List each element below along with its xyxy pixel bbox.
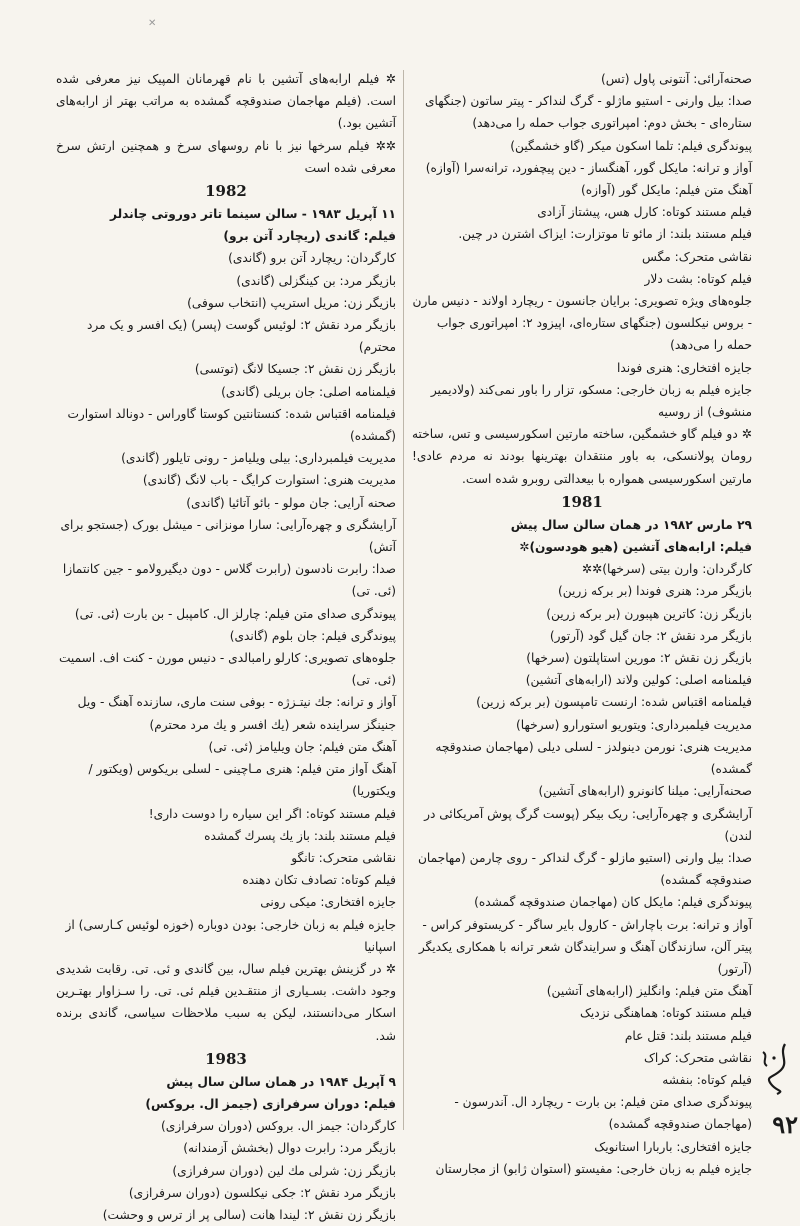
left-entry: فیلمنامه اصلی: جان بریلی (گاندی) xyxy=(221,384,396,399)
left-entry: جایزه فیلم به زبان خارجی: بودن دوباره (خوزه لوئیس کـارسی) از اسپانیا xyxy=(65,917,396,954)
left-entry: بازیگر مرد نقش ۲: لوئیس گوست (پسر) (یک افسر و یک مرد محترم) xyxy=(86,318,396,355)
right-entry: جایزه افتخاری: هنری فوندا xyxy=(616,360,752,375)
left-entry: بازیگر زن نقش ۲: لیندا هانت (سالی پر از ترس و وحشت) xyxy=(102,1207,396,1222)
right-entry: آواز و ترانه: برت باچاراش - کارول بایر ساگر - کریستوفر کراس - پیتر آلن، سازندگان آهنگ و سرایندگان شعر ترانه با همکاری یکدیگر (آرتور) xyxy=(418,917,752,976)
right-entry: صدا: بیل وارنی (استیو مازلو - گرگ لنداکر - روی چارمن (مهاجمان صندوقچه گمشده) xyxy=(417,850,752,888)
right-entry: پیوندگری فیلم: تلما اسکون میکر (گاو خشمگین) xyxy=(510,138,752,153)
left-entry: پیوندگری فیلم: جان بلوم (گاندی) xyxy=(229,628,396,643)
right-entry: جایزه افتخاری: باربارا استانویک xyxy=(594,1139,752,1154)
right-entry: آهنگ متن فیلم: مایکل گور (آوازه) xyxy=(580,183,752,198)
right-entry: جلوه‌های ویژه تصویری: برایان جانسون - ریچارد اولاند - دنیس مارن - بروس نیکلسون (جنگهای ستاره‌ای، اپیزود ۲: امپراتوری جواب حمله را می‌دهد) xyxy=(412,294,752,353)
left-entry: آرایشگری و چهره‌آرایی: سارا مونزانی - میشل بورک (جستجو برای آتش) xyxy=(60,517,396,555)
right-entry: بازیگر مرد نقش ۲: جان گیل گود (آرتور) xyxy=(549,628,752,643)
right-entry: پیوندگری صدای متن فیلم: بن بارت - ریچارد ال. آندرسون - (مهاجمان صندوقچه گمشده) xyxy=(454,1095,752,1132)
left-award-heading: فیلم: دوران سرفرازی (جیمز ال. بروکس) xyxy=(145,1096,396,1111)
left-entry: فیلمنامه اقتباس شده: کنستانتین کوستا گاوراس - دونالد استوارت (گمشده) xyxy=(67,406,396,444)
right-entry: فیلم مستند بلند: از مائو تا موتزارت: ایزاک اشترن در چین. xyxy=(458,227,752,242)
right-entry: نقاشی متحرک: کراک xyxy=(643,1050,752,1065)
right-entry: بازیگر زن نقش ۲: مورین استاپلتون (سرخها) xyxy=(526,651,752,666)
left-column xyxy=(56,68,396,1226)
right-entry: صحنه‌آرائی: آنتونی پاول (تس) xyxy=(601,72,752,86)
left-entry: فیلم مستند کوتاه: اگر این سیاره را دوست داری! xyxy=(148,806,396,821)
left-entry: بازیگر زن: مریل استریپ (انتخاب سوفی) xyxy=(187,295,396,310)
right-entry: فیلم کوتاه: بشت دلار xyxy=(644,271,752,286)
right-entry: بازیگر مرد: هنری فوندا (بر برکه زرین) xyxy=(557,584,752,599)
left-award-heading: ۱۱ آپریل ۱۹۸۳ - سالن سینما تاتر دوروتی چاندلر xyxy=(109,207,396,222)
right-entry: پیوندگری فیلم: مایکل کان (مهاجمان صندوقچه گمشده) xyxy=(474,895,752,910)
left-entry: نقاشی متحرک: تانگو xyxy=(291,850,396,865)
right-entry: فیلم کوتاه: بنفشه xyxy=(662,1072,752,1087)
right-entry: آواز و ترانه: مایکل گور، آهنگساز - دین پیچفورد، ترانه‌سرا (آوازه) xyxy=(425,160,752,175)
left-entry: کارگردان: جیمز ال. بروکس (دوران سرفرازی) xyxy=(161,1119,396,1134)
left-year-heading: 1983 xyxy=(205,1049,247,1068)
right-entry: جایزه فیلم به زبان خارجی: مسکو، تزار را باور نمی‌کند (ولادیمیر منشوف) از روسیه xyxy=(430,382,752,420)
left-footnote: ✲✲ فیلم سرخها نیز با نام روسهای سرخ و همچنین ارتش سرخ معرفی شده است xyxy=(56,138,396,175)
right-entry: صدا: بیل وارنی - استیو ماژلو - گرگ لنداکر - پیتر ساتون (جنگهای ستاره‌ای - بخش دوم: امپراتوری جواب حمله را می‌دهد) xyxy=(424,94,752,131)
right-entry: کارگردان: وارن بیتی (سرخها)✲✲ xyxy=(581,562,752,577)
left-entry: مدیریت هنری: استوارت کرایگ - باب لانگ (گاندی) xyxy=(142,473,396,488)
column-divider xyxy=(403,70,404,1130)
left-entry: بازیگر مرد: رابرت دوال (بخشش آزمندانه) xyxy=(183,1141,396,1156)
right-entry: مدیریت فیلمبرداری: ویتوریو استورارو (سرخها) xyxy=(516,717,752,732)
right-entry: فیلم مستند بلند: قتل عام xyxy=(624,1028,752,1043)
left-entry: صدا: رابرت نادسون (رابرت گلاس - دون دیگیرولامو - جین کانتمازا (ئی. تی) xyxy=(62,562,396,599)
right-entry: صحنه‌آرایی: میلنا کانونرو (ارابه‌های آتشین) xyxy=(538,784,752,799)
publisher-logo xyxy=(755,1040,793,1096)
left-entry: کارگردان: ریچارد آتن برو (گاندی) xyxy=(228,251,396,266)
left-entry: بازیگر مرد: بن کینگزلی (گاندی) xyxy=(236,273,396,288)
right-entry: مدیریت هنری: نورمن دینولدز - لسلی دیلی (مهاجمان صندوقچه گمشده) xyxy=(435,739,752,777)
left-award-heading: ۹ آپریل ۱۹۸۴ در همان سالن سال پیش xyxy=(166,1074,396,1089)
left-year-heading: 1982 xyxy=(205,182,247,201)
left-entry: جلوه‌های تصویری: کارلو رامبالدی - دنیس مورن - کنت اف. اسمیت (ئی. تی) xyxy=(58,651,396,688)
right-award-heading: فیلم: ارابه‌های آتشین (هیو هودسون)✲ xyxy=(519,540,752,555)
left-entry: آهنگ متن فیلم: جان ویلیامز (ئی. تی) xyxy=(208,739,396,754)
left-entry: بازیگر زن: شرلی مك لین (دوران سرفرازی) xyxy=(172,1163,396,1178)
right-entry: فیلمنامه اقتباس شده: ارنست تامپسون (بر برکه زرین) xyxy=(476,695,752,710)
right-year-heading: 1981 xyxy=(561,492,603,511)
left-footnote: ✲ در گزینش بهترین فیلم سال، بین گاندی و ئی. تی. رقابت شدیدی وجود داشت. بسـیاری از منتقـدین فیلم ئی. تی. را سـزاوار بهتـرین اسکار می‌دانستند، لیکن به سبب ملاحظات سیاسی، گاندی برنده شد. xyxy=(56,961,396,1043)
left-entry: آهنگ آواز متن فیلم: هنری مـاچینی - لسلی بریکوس (ویکتور / ویکتوریا) xyxy=(88,762,396,799)
left-entry: صحنه آرایی: جان مولو - بائو آتائیا (گاندی) xyxy=(186,495,396,510)
right-entry: آهنگ متن فیلم: وانگلیز (ارابه‌های آتشین) xyxy=(546,984,752,999)
left-entry: آواز و ترانه: جك نیتـزژه - بوفی سنت ماری، سازنده آهنگ - ویل جنینگز سراینده شعر (یك افسر و یك مرد محترم) xyxy=(77,695,396,732)
right-entry: فیلم مستند کوتاه: کارل هس، پیشتاز آزادی xyxy=(537,205,752,220)
left-award-heading: فیلم: گاندی (ریچارد آتن برو) xyxy=(223,229,396,244)
margin-mark: ✕ xyxy=(148,18,157,29)
right-footnote: ✲ دو فیلم گاو خشمگین، ساخته مارتین اسکورسیسی و تس، ساخته رومان پولانسکی، به باور منتقدان بهترینها بودند نه مردم عادی! مارتین اسکورسیسی همواره با بیعدالتی روبرو شده است. xyxy=(412,427,752,486)
right-entry: جایزه فیلم به زبان خارجی: مفیستو (استوان ژابو) از مجارستان xyxy=(435,1161,752,1176)
right-entry: فیلمنامه اصلی: کولین ولاند (ارابه‌های آتشین) xyxy=(525,673,752,688)
left-entry: جایزه افتخاری: میکی رونی xyxy=(260,895,396,910)
left-entry: پیوندگری صدای متن فیلم: چارلز ال. کامپبل - بن بارت (ئی. تی) xyxy=(74,606,396,621)
right-award-heading: ۲۹ مارس ۱۹۸۲ در همان سالن سال پیش xyxy=(510,517,752,532)
page-number: ۹۲ xyxy=(772,1110,798,1139)
right-entry: بازیگر زن: کاترین هپبورن (بر برکه زرین) xyxy=(546,606,752,621)
right-entry: فیلم مستند کوتاه: هماهنگی نزدیک xyxy=(579,1006,752,1021)
left-entry: بازیگر زن نقش ۲: جسیکا لانگ (توتسی) xyxy=(194,362,396,377)
right-entry: نقاشی متحرک: مگس xyxy=(642,249,752,264)
left-entry: مدیریت فیلمبرداری: بیلی ویلیامز - رونی تایلور (گاندی) xyxy=(121,451,396,466)
left-entry: بازیگر مرد نقش ۲: جکی نیکلسون (دوران سرفرازی) xyxy=(128,1185,396,1200)
left-entry: فیلم کوتاه: تصادف تکان دهنده xyxy=(242,873,396,888)
left-footnote: ✲ فیلم ارابه‌های آتشین با نام قهرمانان المپیک نیز معرفی شده است. (فیلم مهاجمان صندوقچه گمشده به مراتب بهتر از ارابه‌های آتشین بود.) xyxy=(56,72,396,131)
right-column xyxy=(412,68,752,1180)
right-entry: آرایشگری و چهره‌آرایی: ریک بیکر (پوست گرگ پوش آمریکائی در لندن) xyxy=(424,806,752,843)
left-entry: فیلم مستند بلند: باز یك پسرك گمشده xyxy=(204,828,396,843)
